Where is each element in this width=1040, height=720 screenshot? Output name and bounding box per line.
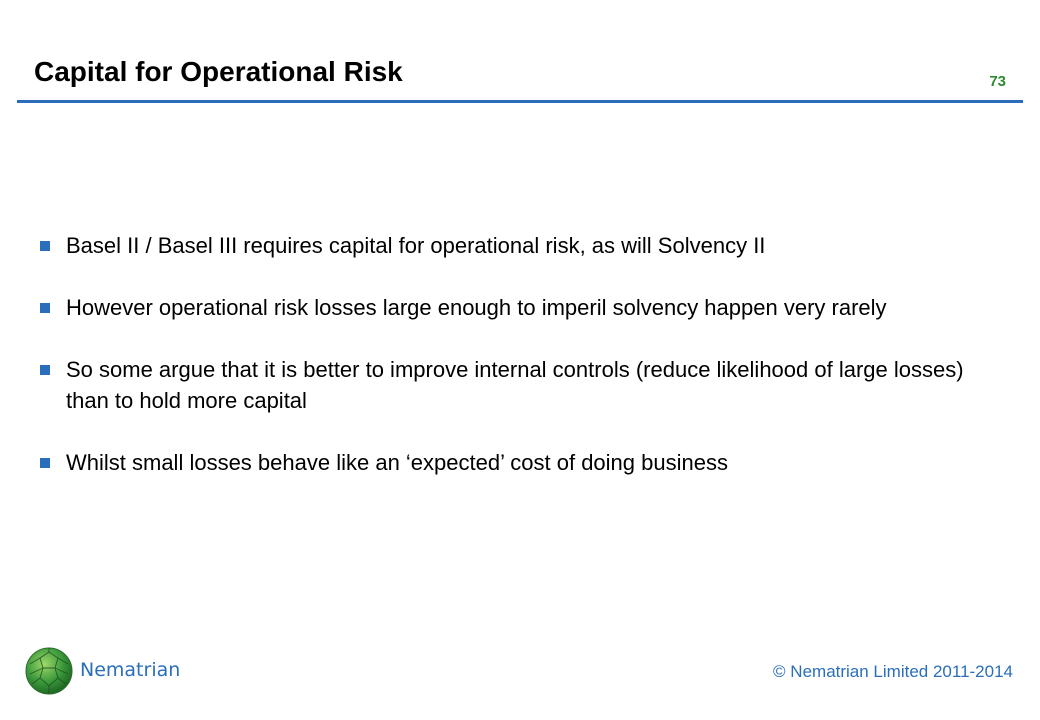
bullet-item [40,230,980,261]
bullet-item [40,354,980,416]
title-divider [17,100,1023,103]
footer-copyright: © Nematrian Limited 2011-2014 [773,662,1013,681]
bullet-text: Basel II / Basel III requires capital for operational risk, as will Solvency II [66,233,766,258]
square-bullet-icon [40,303,50,313]
bullet-text: However operational risk losses large enough to imperil solvency happen very rarely [66,295,887,320]
square-bullet-icon [40,241,50,251]
slide-title: Capital for Operational Risk [34,56,403,87]
footer-brand: Nematrian [80,659,181,681]
bullet-text: So some argue that it is better to improve internal controls (reduce likelihood of large losses) than to hold more capital [66,357,964,413]
bullet-text: Whilst small losses behave like an ‘expected’ cost of doing business [66,450,728,475]
square-bullet-icon [40,458,50,468]
bullet-item [40,447,980,478]
bullet-item [40,292,980,323]
square-bullet-icon [40,365,50,375]
slide-number: 73 [989,73,1006,90]
green-polyhedron-logo-icon [24,646,74,696]
bullet-list [40,230,980,509]
